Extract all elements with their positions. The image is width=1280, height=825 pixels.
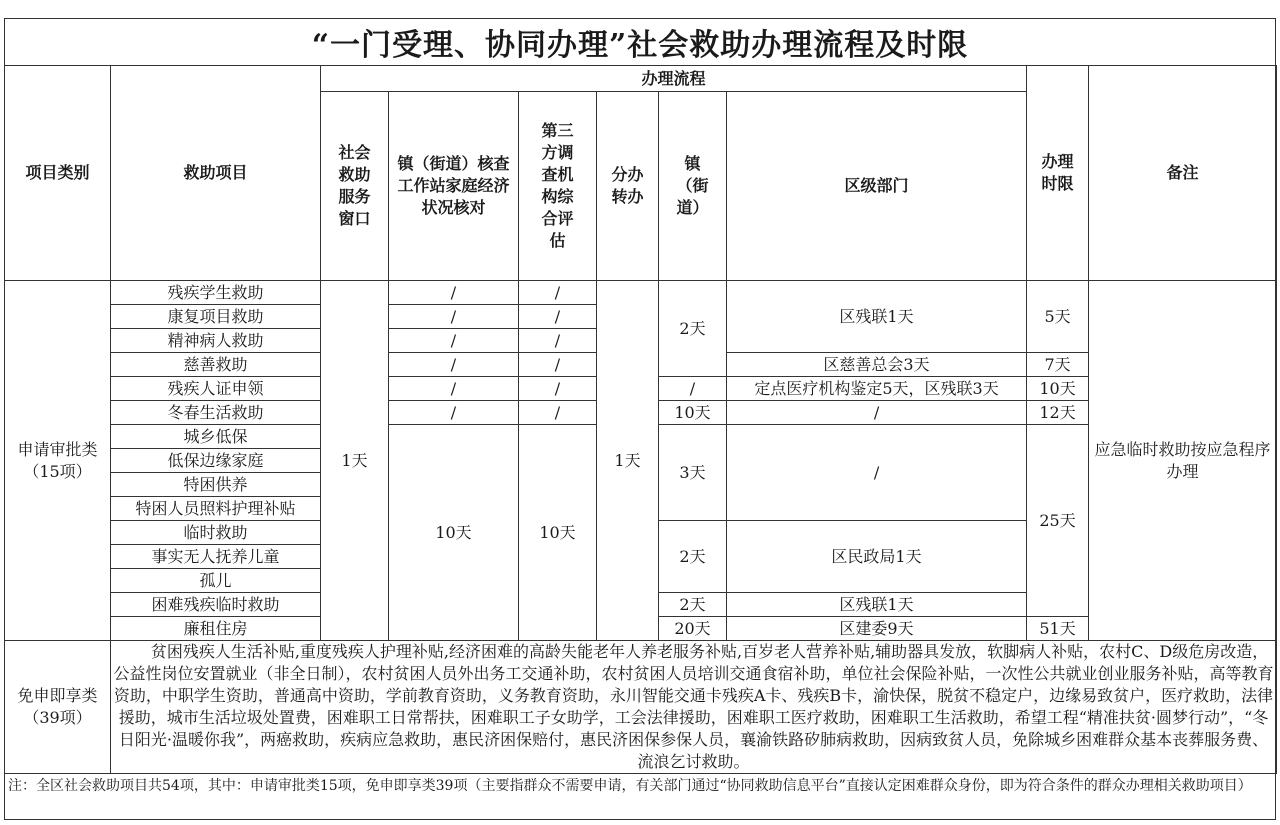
town-cell: 20天 (659, 617, 727, 641)
town-cell: 3天 (659, 425, 727, 521)
town-cell: 2天 (659, 593, 727, 617)
item-row: 孤儿 (111, 569, 321, 593)
check-days: 10天 (389, 425, 519, 641)
item-row: 事实无人抚养儿童 (111, 545, 321, 569)
page-title: “一门受理、协同办理”社会救助办理流程及时限 (311, 28, 969, 63)
district-cell: 区残联1天 (727, 593, 1027, 617)
header-window: 社会救助服务窗口 (321, 92, 389, 281)
header-remark: 备注 (1089, 66, 1277, 281)
window-days: 1天 (321, 281, 389, 641)
limit-cell: 12天 (1027, 401, 1089, 425)
third-cell: / (519, 353, 597, 377)
header-item: 救助项目 (111, 66, 321, 281)
item-row: 康复项目救助 (111, 305, 321, 329)
check-cell: / (389, 353, 519, 377)
footnote: 注：全区社会救助项目共54项，其中：申请审批类15项，免申即享类39项（主要指群众不需要申请，有关部门通过“协同救助信息平台”直接认定困难群众身份，即为符合条件的群众办理相关救助项目） (8, 778, 1252, 794)
town-cell: 10天 (659, 401, 727, 425)
district-cell: 区残联1天 (727, 281, 1027, 353)
item-row: 慈善救助 (111, 353, 321, 377)
town-cell: / (659, 377, 727, 401)
item-row: 临时救助 (111, 521, 321, 545)
header-town: 镇（街道） (659, 92, 727, 281)
limit-cell: 25天 (1027, 425, 1089, 617)
item-row: 残疾学生救助 (111, 281, 321, 305)
header-town-check: 镇（街道）核查工作站家庭经济状况核对 (389, 92, 519, 281)
item-row: 廉租住房 (111, 617, 321, 641)
header-process: 办理流程 (321, 66, 1027, 92)
district-cell: 区建委9天 (727, 617, 1027, 641)
district-cell: / (727, 425, 1027, 521)
third-cell: / (519, 305, 597, 329)
district-cell: / (727, 401, 1027, 425)
header-third-party: 第三方调查机构综合评估 (519, 92, 597, 281)
item-row: 特困供养 (111, 473, 321, 497)
third-days: 10天 (519, 425, 597, 641)
free-items-text: 贫困残疾人生活补贴,重度残疾人护理补贴,经济困难的高龄失能老年人养老服务补贴,百岁老人营养补贴,辅助器具发放，软脚病人补贴，农村C、D级危房改造，公益性岗位安置就业（非全日制），农村贫困人员外出务工交通补助，农村贫困人员培训交通食宿补助，单位社会保险补贴，一次性公共就业创业服务补贴，高等教育资助，中职学生资助，普通高中资助，学前教育资助，义务教育资助，永川智能交通卡残疾A卡、残疾B卡，渝快保，脱贫不稳定户，边缘易致贫户，医疗救助，法律援助，城市生活垃圾处置费，困难职工日常帮扶，困难职工子女助学，工会法律援助，困难职工医疗救助，困难职工生活救助，希望工程“精准扶贫·圆梦行动”，“冬日阳光·温暖你我”，两癌救助，疾病应急救助，惠民济困保赔付，惠民济困保参保人员，襄渝铁路矽肺病救助，因病致贫人员，免除城乡困难群众基本丧葬服务费、流浪乞讨救助。 (111, 641, 1277, 774)
third-cell: / (519, 329, 597, 353)
limit-cell: 7天 (1027, 353, 1089, 377)
item-row: 残疾人证申领 (111, 377, 321, 401)
limit-cell: 5天 (1027, 281, 1089, 353)
item-row: 冬春生活救助 (111, 401, 321, 425)
item-row: 城乡低保 (111, 425, 321, 449)
check-cell: / (389, 281, 519, 305)
town-cell: 2天 (659, 281, 727, 377)
process-table (4, 65, 1277, 774)
check-cell: / (389, 401, 519, 425)
district-cell: 定点医疗机构鉴定5天，区残联3天 (727, 377, 1027, 401)
third-cell: / (519, 377, 597, 401)
header-category: 项目类别 (5, 66, 111, 281)
transfer-days: 1天 (597, 281, 659, 641)
town-cell: 2天 (659, 521, 727, 593)
item-row: 精神病人救助 (111, 329, 321, 353)
category-apply: 申请审批类（15项） (5, 281, 111, 641)
district-cell: 区慈善总会3天 (727, 353, 1027, 377)
item-row: 困难残疾临时救助 (111, 593, 321, 617)
header-transfer: 分办转办 (597, 92, 659, 281)
limit-cell: 51天 (1027, 617, 1089, 641)
check-cell: / (389, 329, 519, 353)
check-cell: / (389, 377, 519, 401)
header-time-limit: 办理时限 (1027, 66, 1089, 281)
check-cell: / (389, 305, 519, 329)
district-cell: 区民政局1天 (727, 521, 1027, 593)
header-district: 区级部门 (727, 92, 1027, 281)
remark-cell: 应急临时救助按应急程序办理 (1089, 281, 1277, 641)
third-cell: / (519, 401, 597, 425)
third-cell: / (519, 281, 597, 305)
item-row: 特困人员照料护理补贴 (111, 497, 321, 521)
item-row: 低保边缘家庭 (111, 449, 321, 473)
limit-cell: 10天 (1027, 377, 1089, 401)
category-free: 免申即享类（39项） (5, 641, 111, 774)
